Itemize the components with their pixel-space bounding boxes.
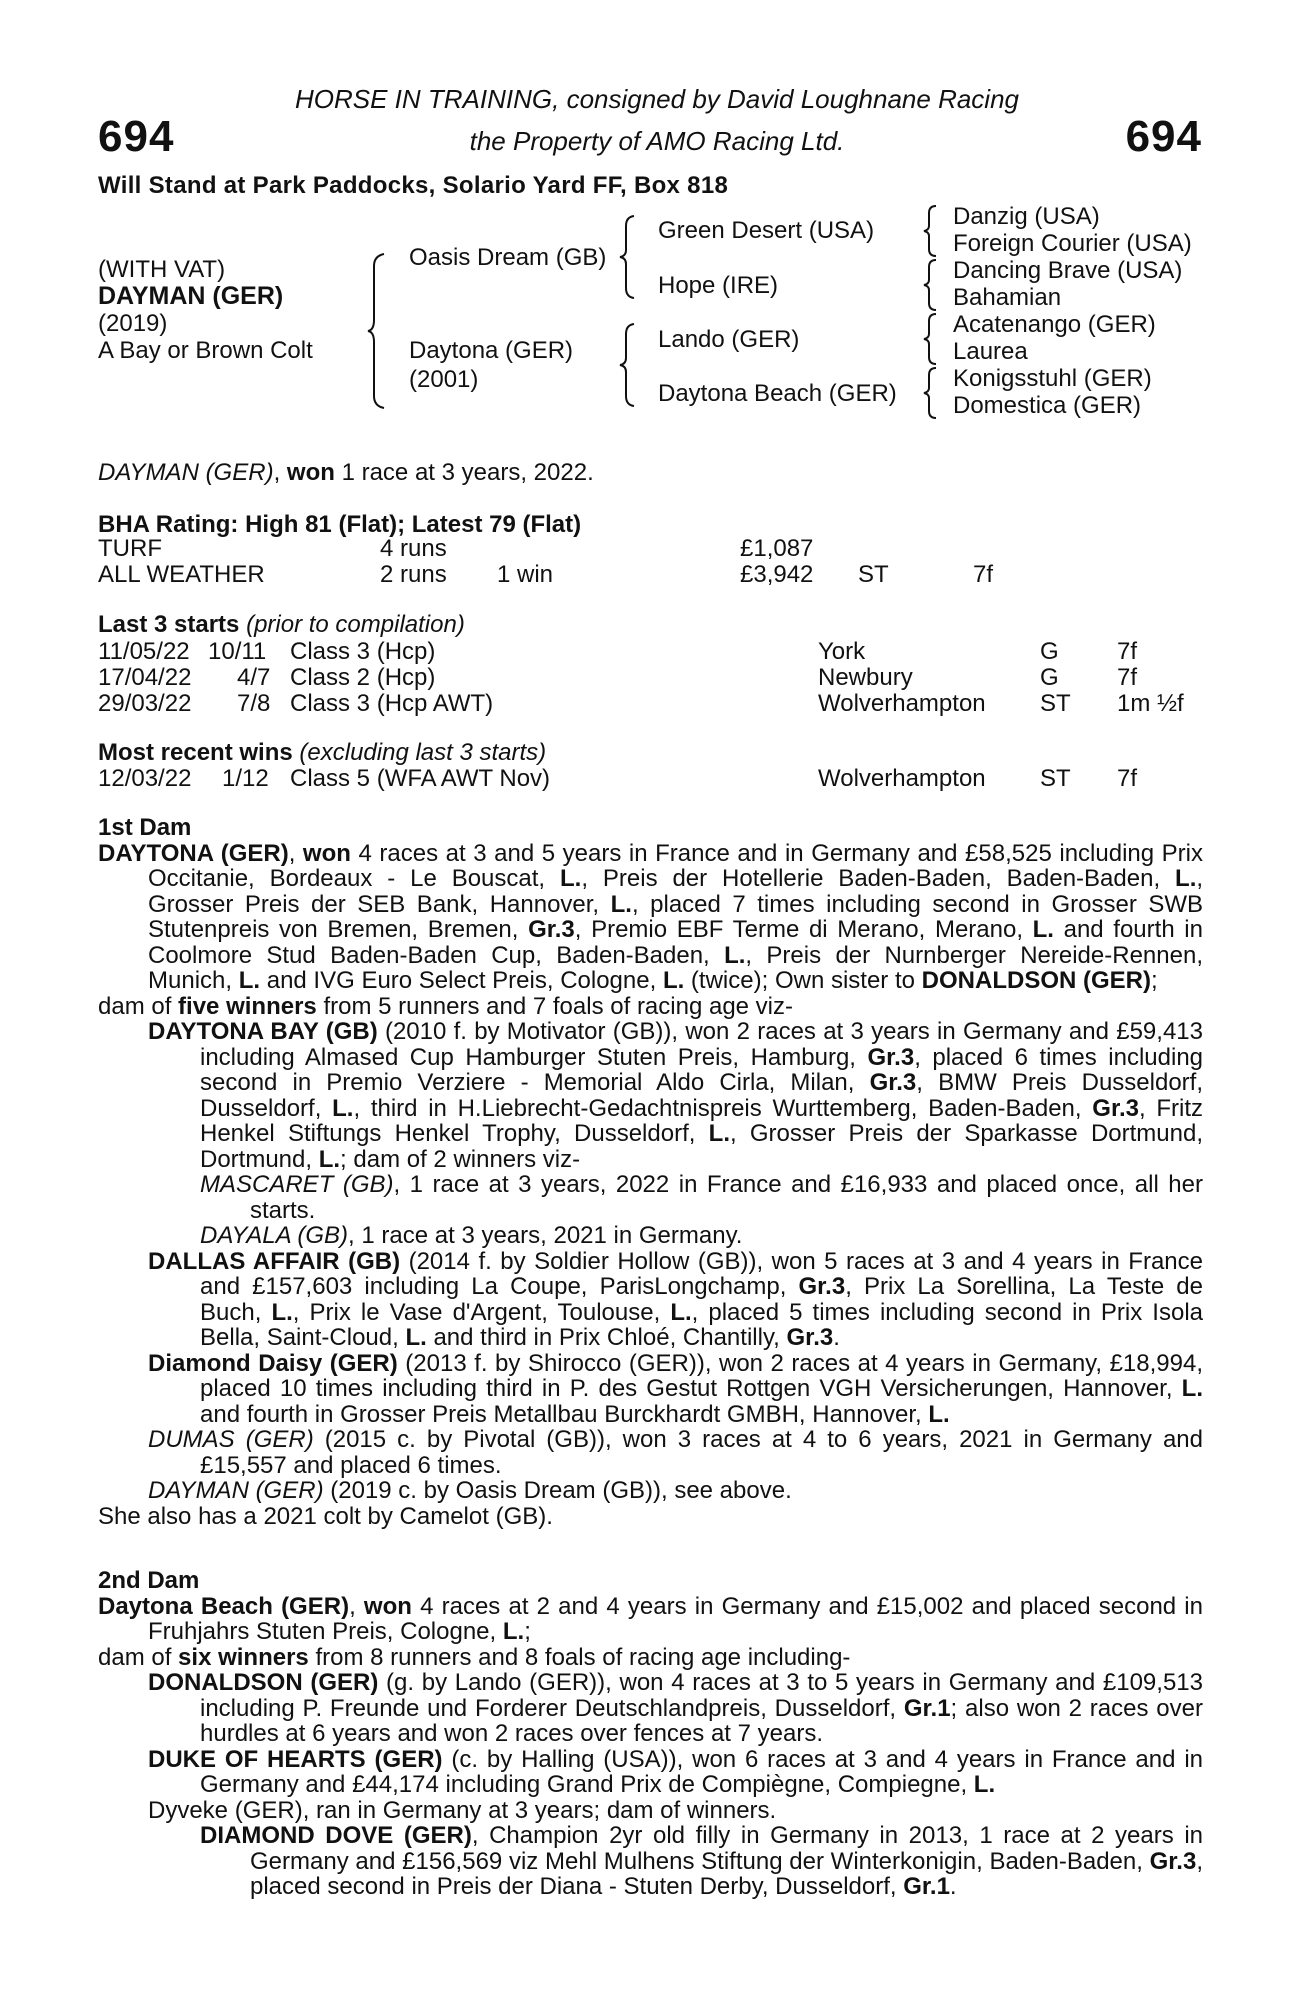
gg-dsd: Laurea [953, 338, 1028, 365]
last3-note: (prior to compilation) [246, 611, 465, 638]
listed-mark: L. [560, 865, 582, 892]
first-dam-title: 1st Dam [98, 814, 192, 841]
rating-surface: ALL WEATHER [98, 561, 265, 588]
damof-winners: five winners [178, 992, 317, 1020]
listed-mark: L. [670, 1298, 692, 1326]
sister-suffix: ; [1150, 967, 1158, 994]
group1-mark: Gr.1 [903, 1873, 950, 1900]
produce-text: and third in Prix Chloé, Chantilly, [426, 1324, 780, 1351]
dam-year: (2001) [409, 366, 479, 393]
second-dam-produce-summary [98, 1645, 1203, 1671]
produce-text: , 1 race at 3 years, 2021 in Germany. [348, 1222, 743, 1249]
start-date: 11/05/22 [98, 638, 190, 665]
sister-prefix: Own sister to [774, 967, 915, 994]
produce-text: (2010 f. by Motivator (GB)), won 2 races at 3 years in Germany and £59,413 including Almased Cup Hamburger Stuten Preis, Hamburg, [200, 1018, 1203, 1071]
gg-dss: Acatenango (GER) [953, 311, 1156, 338]
produce-text: , Grosser Preis der Sparkasse Dortmund, Dortmund, [200, 1120, 1204, 1173]
listed-mark: L. [973, 1771, 996, 1798]
second-dam-text: 4 races at 2 and 4 years in Germany and £15,002 and placed second in Fruhjahrs Stuten Preis, Cologne, [148, 1592, 1203, 1645]
produce-name: DONALDSON (GER) [148, 1669, 379, 1696]
produce-text: ; dam of 2 winners viz- [340, 1145, 581, 1173]
bracket-ss [924, 204, 940, 258]
listed-mark: L. [662, 967, 685, 994]
start-class: Class 3 (Hcp AWT) [290, 690, 494, 717]
horse-description: A Bay or Brown Colt [98, 337, 313, 364]
produce-name: DAYMAN (GER) [148, 1477, 324, 1504]
last3-title: Last 3 starts [98, 611, 240, 638]
first-dam-text: and fourth in Coolmore Stud Baden-Baden Cup, Baden-Baden, [148, 916, 1203, 969]
produce-text: , placed second in Preis der Diana - Stuten Derby, Dusseldorf, [250, 1847, 1203, 1900]
produce-name: DALLAS AFFAIR (GB) [148, 1247, 401, 1275]
produce-text: and fourth in Grosser Preis Metallbau Burckhardt GMBH, Hannover, [200, 1400, 922, 1428]
rating-distance: 7f [973, 561, 994, 588]
gg-sdd: Bahamian [953, 284, 1062, 311]
produce-dyveke: Dyveke (GER), ran in Germany at 3 years; dam of winners. [148, 1796, 777, 1824]
consignor-line: HORSE IN TRAINING, consigned by David Loughnane Racing [294, 84, 1019, 114]
recent-title-line [98, 740, 546, 766]
listed-mark: L. [708, 1120, 730, 1147]
horse-name: DAYMAN (GER) [98, 282, 284, 310]
start-course: Newbury [818, 664, 913, 691]
sire: Oasis Dream (GB) [409, 244, 607, 271]
start-distance: 1m ½f [1117, 690, 1184, 717]
listed-mark: L. [332, 1094, 354, 1122]
win-date: 12/03/22 [98, 765, 192, 792]
produce-text: , Champion 2yr old filly in Germany in 2013, 1 race at 2 years in Germany and £156,569 viz Mehl Mulhens Stiftung der Winterkonigin, Baden-Baden, [250, 1822, 1204, 1875]
listed-mark: L. [502, 1618, 525, 1645]
rating-surface: TURF [98, 535, 162, 562]
start-distance: 7f [1117, 638, 1138, 665]
dam-bracket [620, 322, 640, 408]
listed-mark: L. [1175, 865, 1197, 892]
win-course: Wolverhampton [818, 765, 986, 792]
produce-text: ; also won 2 races over hurdles at 6 years and won 2 races over fences at 7 years. [200, 1694, 1203, 1747]
group1-mark: Gr.1 [903, 1694, 951, 1722]
group3-mark: Gr.3 [869, 1069, 917, 1096]
produce-text: , third in H.Liebrecht-Gedachtnispreis Wurttemberg, Baden-Baden, [353, 1094, 1082, 1122]
first-dam-text: and IVG Euro Select Preis, Cologne, [260, 967, 657, 994]
produce-text: , placed 6 times including second in Premio Verziere - Memorial Aldo Cirla, Milan, [200, 1043, 1204, 1096]
group3-mark: Gr.3 [786, 1324, 834, 1351]
damof-suffix: from 5 runners and 7 foals of racing age viz- [323, 992, 794, 1020]
produce-name: DUKE OF HEARTS (GER) [148, 1745, 443, 1773]
produce-mascaret [98, 1172, 1203, 1223]
start-going: G [1040, 664, 1059, 691]
bracket-sd [924, 258, 940, 312]
start-going: ST [1040, 690, 1071, 717]
win-position: 1/12 [222, 765, 269, 792]
produce-text: , Prix le Vase d'Argent, Toulouse, [292, 1298, 661, 1326]
bracket-ds [924, 312, 940, 366]
produce-text: (c. by Halling (USA)), won 6 races at 3 and 4 years in France and in Germany and £44,174 including Grand Prix de Compiègne, Compiegne, [200, 1745, 1203, 1798]
start-course: York [818, 638, 866, 665]
produce-diamond-dove [98, 1823, 1203, 1900]
produce-also: She also has a 2021 colt by Camelot (GB). [98, 1502, 553, 1530]
win-class: Class 5 (WFA AWT Nov) [290, 765, 551, 792]
produce-name: DUMAS (GER) [148, 1426, 314, 1453]
start-class: Class 2 (Hcp) [290, 664, 436, 691]
recent-note: (excluding last 3 starts) [299, 739, 547, 766]
gg-ssd: Foreign Courier (USA) [953, 230, 1192, 257]
start-course: Wolverhampton [818, 690, 986, 717]
produce-donaldson [98, 1670, 1203, 1747]
produce-text: , placed 5 times including second in Prix Isola Bella, Saint-Cloud, [200, 1298, 1204, 1351]
recent-title: Most recent wins [98, 739, 293, 766]
vat-label: (WITH VAT) [98, 256, 226, 283]
listed-mark: L. [1032, 916, 1054, 943]
produce-text: . [949, 1873, 957, 1900]
second-dam-record: Daytona Beach (GER), won 4 races at 2 and 4 years in Germany and £15,002 and placed second in Fruhjahrs Stuten Preis, Cologne, L.; [98, 1592, 1203, 1645]
summary-horse: DAYMAN (GER) [98, 459, 274, 486]
produce-dumas [98, 1427, 1203, 1478]
group3-mark: Gr.3 [1149, 1847, 1197, 1875]
rating-going: ST [858, 561, 889, 588]
rating-runs: 4 runs [380, 535, 447, 562]
first-dam-name: DAYTONA (GER) [98, 839, 289, 867]
group3-mark: Gr.3 [867, 1043, 915, 1071]
produce-name: DAYTONA BAY (GB) [148, 1018, 378, 1045]
gg-dds: Konigsstuhl (GER) [953, 365, 1152, 392]
gg-sss: Danzig (USA) [953, 203, 1100, 230]
produce-name: MASCARET (GB) [200, 1171, 394, 1198]
produce-text: , Fritz Henkel Stiftungs Henkel Trophy, Dusseldorf, [200, 1094, 1204, 1147]
produce-duke-of-hearts [98, 1747, 1203, 1798]
first-dam-section [98, 815, 1203, 1529]
win-distance: 7f [1117, 765, 1138, 792]
produce-text: , 1 race at 3 years, 2022 in France and £16,933 and placed once, all her starts. [250, 1171, 1203, 1224]
start-position: 4/7 [237, 664, 271, 691]
produce-diamond-daisy [98, 1351, 1203, 1428]
dam-dam: Daytona Beach (GER) [658, 380, 897, 407]
bha-rating-title: BHA Rating: High 81 (Flat); Latest 79 (Flat) [98, 511, 582, 538]
produce-text: . [833, 1324, 840, 1351]
summary-text: 1 race at 3 years, 2022. [341, 459, 594, 486]
start-distance: 7f [1117, 664, 1138, 691]
lot-number-left: 694 [98, 112, 175, 161]
damof-suffix: from 8 runners and 8 foals of racing age including- [315, 1643, 851, 1671]
main-bracket [368, 252, 388, 410]
listed-mark: L. [610, 890, 632, 918]
listed-mark: L. [318, 1145, 341, 1173]
group3-mark: Gr.3 [1092, 1094, 1139, 1122]
group3-mark: Gr.3 [528, 916, 575, 943]
rating-wins: 1 win [497, 561, 554, 588]
produce-text: , Prix La Sorellina, La Teste de Buch, [200, 1273, 1204, 1326]
race-summary: DAYMAN (GER), won 1 race at 3 years, 2022. [98, 459, 594, 486]
listed-mark: L. [405, 1324, 427, 1351]
produce-text: (2015 c. by Pivotal (GB)), won 3 races at 4 to 6 years, 2021 in Germany and £15,557 and placed 6 times. [200, 1426, 1203, 1479]
damof-prefix: dam of [98, 1643, 172, 1671]
stand-location: Will Stand at Park Paddocks, Solario Yard FF, Box 818 [98, 172, 729, 199]
produce-text: (2013 f. by Shirocco (GER)), won 2 races at 4 years in Germany, £18,994, placed 10 times including third in P. des Gestut Rottgen VGH Versicherungen, Hannover, [200, 1349, 1203, 1402]
group3-mark: Gr.3 [798, 1273, 846, 1300]
produce-text: , BMW Preis Dusseldorf, Dusseldorf, [200, 1069, 1204, 1122]
dam-sire: Lando (GER) [658, 326, 800, 353]
second-dam-text: ; [524, 1618, 531, 1645]
rating-prize: £1,087 [740, 535, 814, 562]
start-date: 29/03/22 [98, 690, 192, 717]
property-line: the Property of AMO Racing Ltd. [469, 126, 845, 156]
first-dam-text: 4 races at 3 and 5 years in France and in Germany and £58,525 including Prix Occitanie, Bordeaux - Le Bouscat, [148, 839, 1203, 892]
listed-mark: L. [724, 941, 746, 969]
first-dam-text: (twice); [684, 967, 769, 994]
first-dam-text: , Preis der Hotellerie Baden-Baden, Baden-Baden, [581, 865, 1161, 892]
start-going: G [1040, 638, 1059, 665]
rating-prize: £3,942 [740, 561, 814, 588]
sire-sire: Green Desert (USA) [658, 217, 875, 244]
first-dam-produce-summary [98, 994, 1203, 1020]
lot-number-right: 694 [1125, 112, 1202, 161]
first-dam-record: DAYTONA (GER), won 4 races at 3 and 5 years in France and in Germany and £58,525 including Prix Occitanie, Bordeaux - Le Bouscat, L., Preis der Hotellerie Baden-Baden, Baden-Baden, L., Grosser Preis der SEB Bank, Hannover, L., placed 7 times including second in Grosser SWB Stutenpreis von Bremen, Bremen, Gr.3, Premio EBF Terme di Merano, Merano, L. and fourth in Coolmore Stud Baden-Baden Cup, Baden-Baden, L., Preis der Nurnberger Nereide-Rennen, Munich, L. and IVG Euro Select Preis, Cologne, L. (twice); Own sister to DONALDSON (GER); [98, 839, 1204, 994]
produce-dayman [98, 1478, 1203, 1504]
gg-ddd: Domestica (GER) [953, 392, 1142, 419]
produce-name: DAYALA (GB) [200, 1222, 349, 1249]
start-position: 7/8 [237, 690, 271, 717]
first-dam-text: , placed 7 times including second in Grosser SWB Stutenpreis von Bremen, Bremen, [148, 890, 1204, 943]
start-date: 17/04/22 [98, 664, 192, 691]
produce-text: (2014 f. by Soldier Hollow (GB)), won 5 races at 3 and 4 years in France and £157,603 including La Coupe, ParisLongchamp, [200, 1247, 1203, 1300]
produce-daytona-bay [98, 1019, 1203, 1172]
gg-sds: Dancing Brave (USA) [953, 257, 1183, 284]
listed-mark: L. [928, 1400, 950, 1428]
second-dam-section [98, 1568, 1203, 1900]
first-dam-text: , Preis der Nurnberger Nereide-Rennen, Munich, [148, 941, 1203, 994]
sister-name: DONALDSON (GER) [921, 967, 1151, 994]
summary-won: won [286, 459, 335, 486]
produce-text: (g. by Lando (GER)), won 4 races at 3 to 5 years in Germany and £109,513 including P. Freunde und Forderer Deutschlandpreis, Dusseldorf, [200, 1669, 1203, 1722]
produce-name: Diamond Daisy (GER) [148, 1349, 398, 1377]
damof-prefix: dam of [98, 992, 172, 1020]
first-dam-text: , Grosser Preis der SEB Bank, Hannover, [148, 865, 1204, 918]
win-going: ST [1040, 765, 1071, 792]
sire-dam: Hope (IRE) [658, 272, 779, 299]
rating-runs: 2 runs [380, 561, 447, 588]
dam: Daytona (GER) [409, 337, 574, 364]
damof-winners: six winners [178, 1643, 309, 1671]
second-dam-won: won [363, 1592, 412, 1620]
start-position: 10/11 [208, 638, 267, 665]
listed-mark: L. [238, 967, 261, 994]
listed-mark: L. [1181, 1375, 1203, 1402]
listed-mark: L. [271, 1298, 293, 1326]
start-class: Class 3 (Hcp) [290, 638, 436, 665]
second-dam-title: 2nd Dam [98, 1567, 200, 1594]
first-dam-won: won [302, 839, 351, 867]
produce-text: (2019 c. by Oasis Dream (GB)), see above. [323, 1477, 792, 1504]
bracket-dd [924, 366, 940, 420]
first-dam-text: , Premio EBF Terme di Merano, Merano, [574, 916, 1023, 943]
produce-dallas-affair [98, 1249, 1203, 1351]
sire-bracket [620, 214, 640, 300]
foaling-year: (2019) [98, 310, 168, 337]
produce-name: DIAMOND DOVE (GER) [200, 1822, 472, 1849]
second-dam-name: Daytona Beach (GER) [98, 1592, 350, 1620]
last3-title-line [98, 612, 465, 638]
produce-dayala [98, 1223, 1203, 1249]
